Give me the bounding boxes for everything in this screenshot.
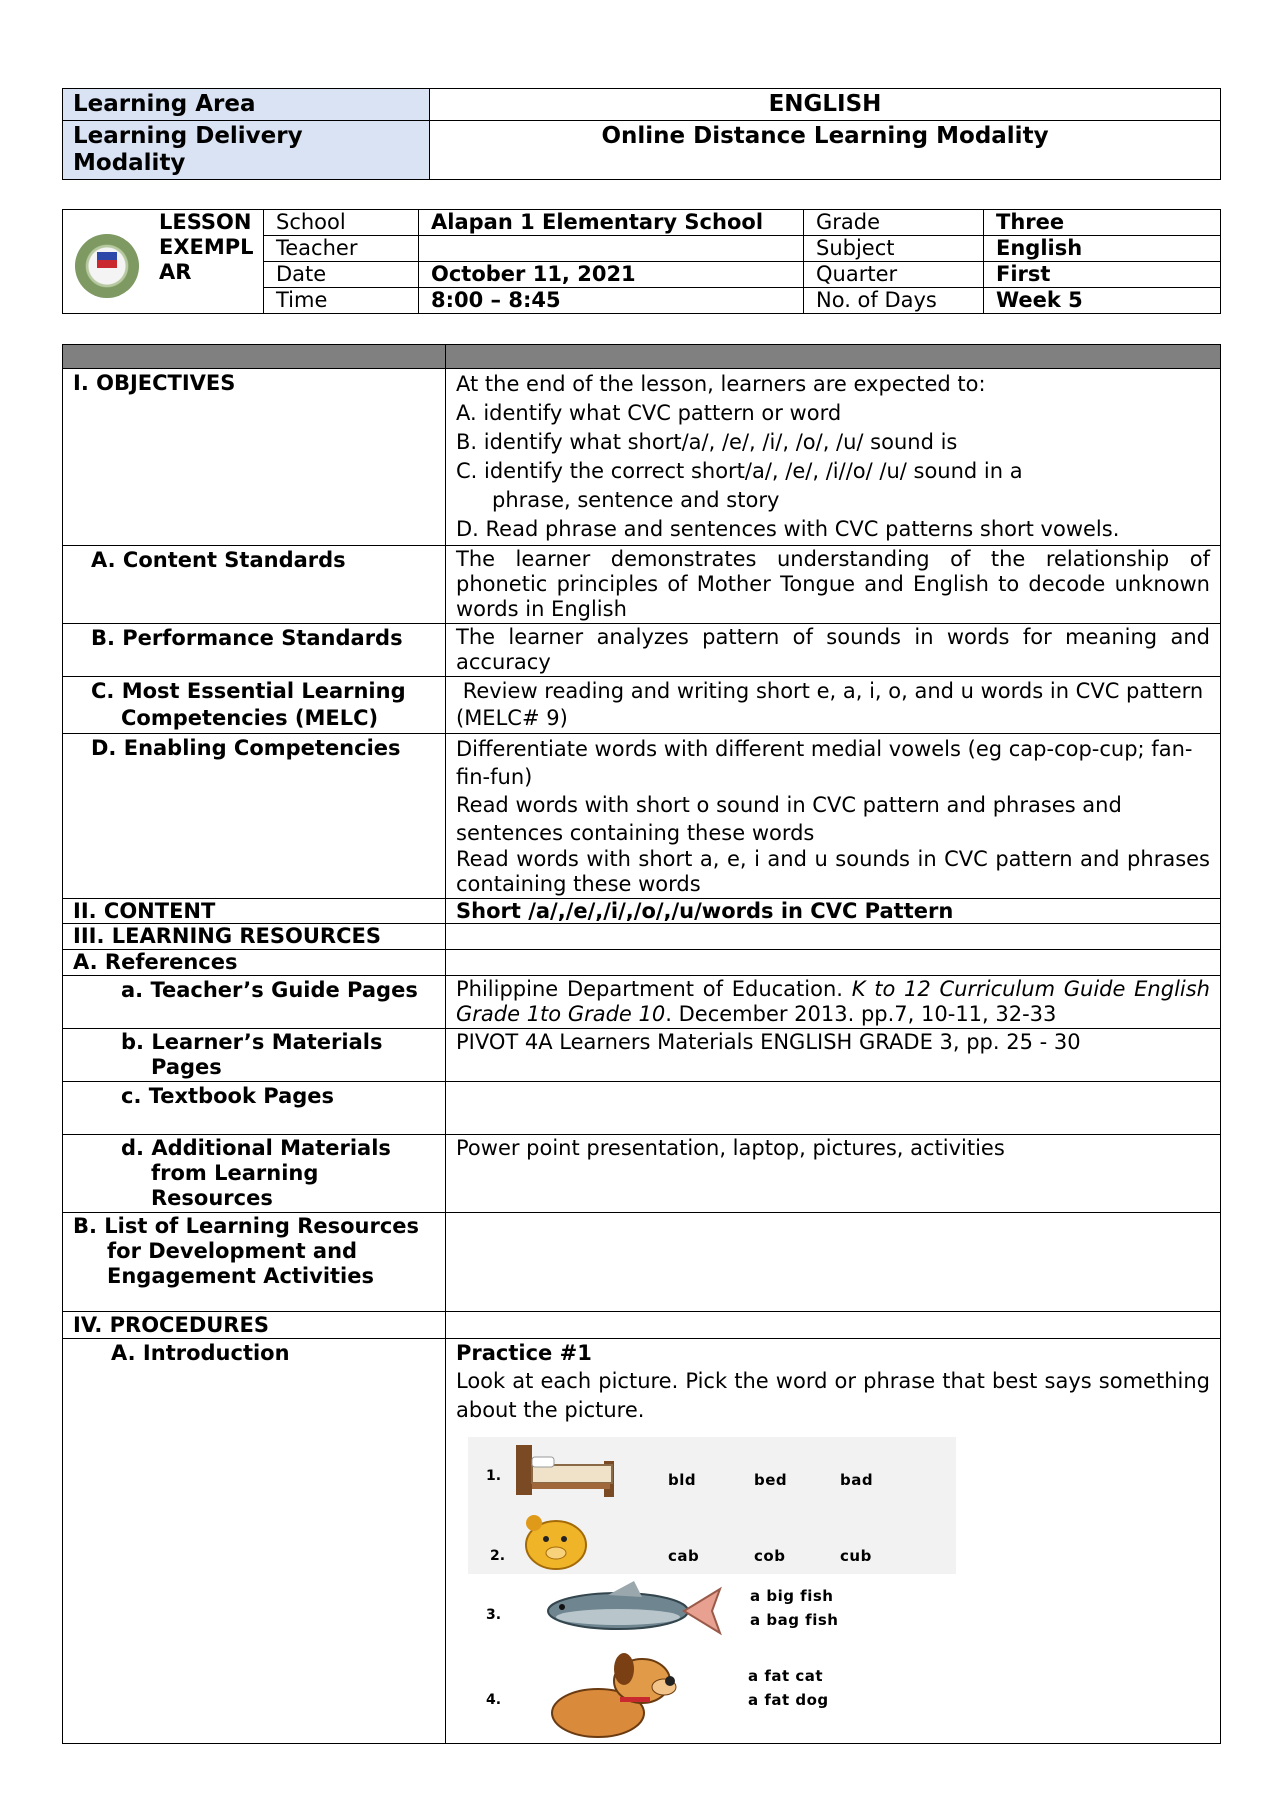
enabling-competencies-row [63,734,1221,899]
option-3a[interactable]: a big fish [750,1587,834,1605]
additional-materials-row [63,1135,1221,1213]
practice-exercise [456,1437,956,1742]
header-row [63,345,1221,369]
bed-icon [510,1443,620,1501]
fish-icon [538,1577,728,1643]
objectives-content: At the end of the lesson, learners are expected to: A. identify what CVC pattern or word B. identify what short/a/, /e/, /i/, /o/, /u/ sound is C. identify the correct short/a/, /e/, /i//o/ /u/ sound in a phrase, sentence and story D. Read phrase and sentences with CVC patterns short vowels. [446,369,1221,546]
melc-value: Review reading and writing short e, a, i, o, and u words in CVC pattern [456,679,1204,703]
date-value: October 11, 2021 [419,262,804,288]
grade-value: Three [984,210,1221,236]
introduction-label: A. Introduction [111,1341,290,1365]
additional-materials-label-1: d. Additional Materials [121,1136,391,1160]
enabling-item-2: Read words with short o sound in CVC pattern and phrases and sentences containing these words [456,793,1122,845]
content-standards-label: A. Content Standards [91,548,346,572]
content-standards-value: The learner demonstrates understanding of the relationship of phonetic principles of Mother Tongue and English to decode unknown words in English [446,546,1221,624]
school-seal-icon [75,234,139,298]
objectives-row [63,369,1221,546]
textbook-row [63,1082,1221,1135]
lesson-info-table [62,209,1221,314]
procedures-label: IV. PROCEDURES [63,1312,446,1339]
days-label: No. of Days [804,288,984,314]
learners-materials-label-2: Pages [151,1055,222,1079]
enabling-competencies-label: D. Enabling Competencies [91,736,401,760]
option-1c[interactable]: bad [840,1471,874,1489]
lion-cub-icon [516,1505,596,1575]
learning-area-value: ENGLISH [430,89,1221,121]
melc-label-1: C. Most Essential Learning [91,679,406,703]
list-resources-label-2: for Development and [107,1239,358,1263]
option-4a[interactable]: a fat cat [748,1667,824,1685]
grade-label: Grade [804,210,984,236]
logo-cell [63,210,156,314]
subject-value: English [984,236,1221,262]
references-row [63,950,1221,976]
item-number-1: 1. [486,1468,502,1484]
melc-label-2: Competencies (MELC) [121,706,379,730]
date-label: Date [264,262,419,288]
additional-materials-label-2: from Learning Resources [151,1161,319,1210]
practice-instructions: Look at each picture. Pick the word or phrase that best says something about the picture. [456,1369,1210,1422]
enabling-item-1: Differentiate words with different medial vowels (eg cap-cop-cup; fan-fin-fun) [456,737,1193,789]
learning-resources-row [63,924,1221,950]
melc-code: (MELC# 9) [456,706,568,730]
performance-standards-value: The learner analyzes pattern of sounds in words for meaning and accuracy [446,624,1221,677]
school-value: Alapan 1 Elementary School [419,210,804,236]
additional-materials-value: Power point presentation, laptop, pictures, activities [446,1135,1221,1213]
teachers-guide-value: Philippine Department of Education. K to 12 Curriculum Guide English Grade 1to Grade 10. December 2013. pp.7, 10-11, 32-33 [446,976,1221,1029]
teachers-guide-label: a. Teacher’s Guide Pages [121,978,418,1002]
time-value: 8:00 – 8:45 [419,288,804,314]
list-resources-label-1: B. List of Learning Resources [73,1214,420,1238]
performance-standards-row [63,624,1221,677]
option-4b[interactable]: a fat dog [748,1691,829,1709]
option-1b[interactable]: bed [754,1471,788,1489]
procedures-row [63,1312,1221,1339]
teacher-label: Teacher [264,236,419,262]
time-label: Time [264,288,419,314]
learning-area-label: Learning Area [63,89,430,121]
content-value: Short /a/,/e/,/i/,/o/,/u/words in CVC Pattern [446,899,1221,924]
header-table [62,88,1221,180]
school-label: School [264,210,419,236]
content-row [63,899,1221,924]
option-3b[interactable]: a bag fish [750,1611,839,1629]
quarter-value: First [984,262,1221,288]
performance-standards-label: B. Performance Standards [91,626,403,650]
references-label: A. References [63,950,446,976]
option-2b[interactable]: cob [754,1547,786,1565]
objectives-label: I. OBJECTIVES [63,369,446,546]
quarter-label: Quarter [804,262,984,288]
content-standards-row [63,546,1221,624]
teachers-guide-row [63,976,1221,1029]
learning-resources-label: III. LEARNING RESOURCES [63,924,446,950]
learners-materials-value: PIVOT 4A Learners Materials ENGLISH GRADE 3, pp. 25 - 30 [446,1029,1221,1082]
enabling-item-3: Read words with short a, e, i and u sounds in CVC pattern and phrases containing these words [456,847,1210,896]
option-1a[interactable]: bld [668,1471,697,1489]
option-2c[interactable]: cub [840,1547,872,1565]
content-label: II. CONTENT [63,899,446,924]
days-value: Week 5 [984,288,1221,314]
modality-value: Online Distance Learning Modality [430,121,1221,180]
lesson-exemplar-label: LESSON EXEMPLAR [155,210,264,314]
learners-materials-row [63,1029,1221,1082]
modality-label: Learning Delivery Modality [63,121,430,180]
item-number-4: 4. [486,1692,502,1708]
item-number-2: 2. [490,1548,506,1564]
practice-title: Practice #1 [456,1341,592,1365]
option-2a[interactable]: cab [668,1547,700,1565]
introduction-row [63,1339,1221,1744]
dog-icon [538,1647,688,1742]
list-resources-label-3: Engagement Activities [107,1264,375,1288]
list-resources-row [63,1213,1221,1312]
learners-materials-label-1: b. Learner’s Materials [121,1030,383,1054]
lesson-plan-table [62,344,1221,1744]
melc-row [63,677,1221,734]
item-number-3: 3. [486,1607,502,1623]
teacher-value [419,236,804,262]
textbook-label: c. Textbook Pages [121,1084,335,1108]
subject-label: Subject [804,236,984,262]
